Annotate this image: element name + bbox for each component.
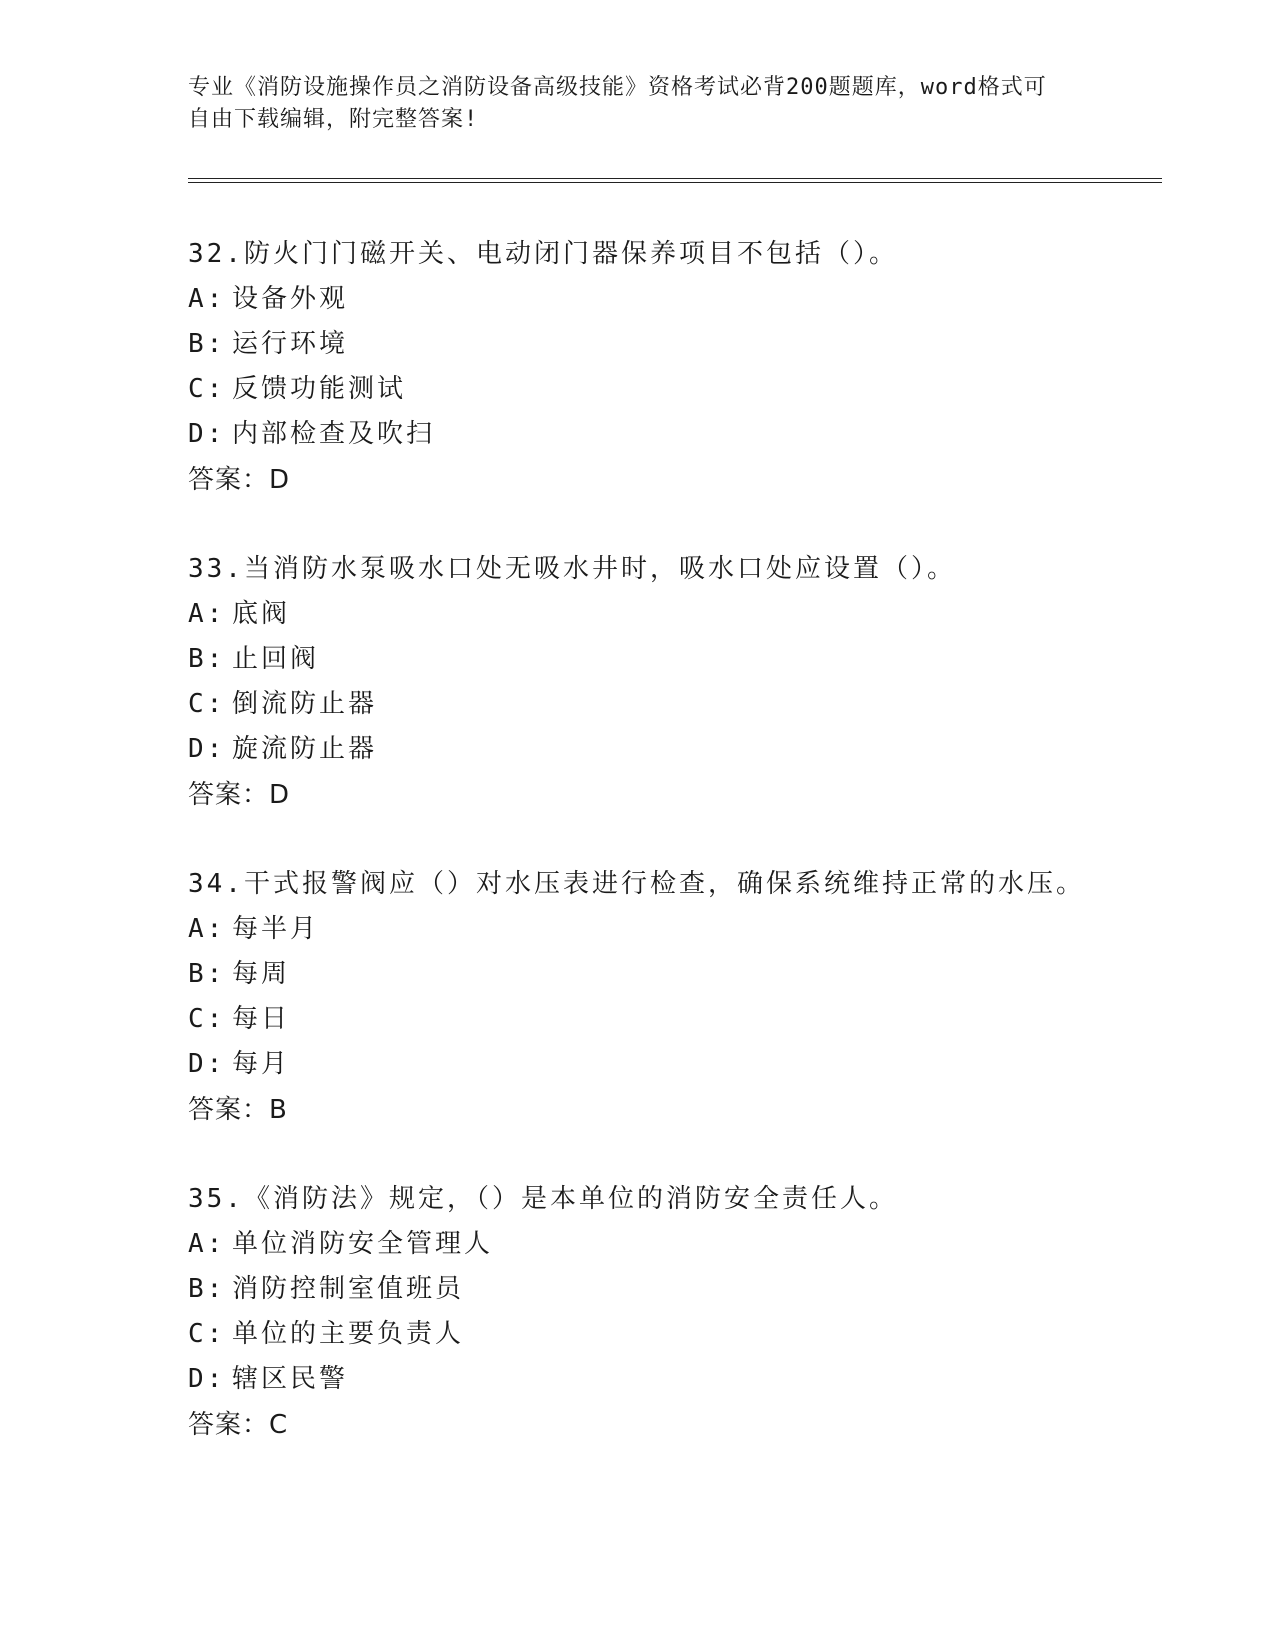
header-divider-top: [188, 178, 1162, 179]
option-text: 单位消防安全管理人: [232, 1229, 494, 1259]
option-c: [188, 367, 1188, 412]
option-text: 每月: [232, 1049, 291, 1079]
option-text: 设备外观: [232, 284, 349, 314]
option-key: D:: [188, 1049, 226, 1079]
question-stem: 33.当消防水泵吸水口处无吸水井时，吸水口处应设置（）。: [188, 554, 956, 584]
option-a: [188, 1222, 1188, 1267]
option-key: C:: [188, 374, 226, 404]
header-divider-bottom: [188, 182, 1162, 183]
question-stem: 35.《消防法》规定，（）是本单位的消防安全责任人。: [188, 1184, 898, 1214]
question-stem: 34.干式报警阀应（）对水压表进行检查，确保系统维持正常的水压。: [188, 869, 1085, 899]
option-text: 内部检查及吹扫: [232, 419, 436, 449]
option-d: [188, 1357, 1188, 1402]
option-key: C:: [188, 1004, 226, 1034]
option-text: 每半月: [232, 914, 320, 944]
option-key: A:: [188, 1229, 226, 1259]
option-b: [188, 1267, 1188, 1312]
answer-line: 答案：B: [188, 1095, 288, 1125]
document-header: 专业《消防设施操作员之消防设备高级技能》资格考试必背200题题库，word格式可自由下载编辑，附完整答案!: [188, 75, 1047, 132]
option-d: [188, 412, 1188, 457]
option-text: 反馈功能测试: [232, 374, 407, 404]
question-34: [188, 862, 1188, 1133]
answer-line: 答案：C: [188, 1410, 289, 1440]
question-35: [188, 1177, 1188, 1448]
option-key: B:: [188, 959, 226, 989]
answer-line: 答案：D: [188, 780, 291, 810]
option-c: [188, 1312, 1188, 1357]
option-a: [188, 277, 1188, 322]
option-text: 每日: [232, 1004, 291, 1034]
option-key: C:: [188, 1319, 226, 1349]
option-text: 止回阀: [232, 644, 320, 674]
option-b: [188, 637, 1188, 682]
option-text: 倒流防止器: [232, 689, 378, 719]
option-a: [188, 907, 1188, 952]
option-text: 每周: [232, 959, 291, 989]
option-text: 底阀: [232, 599, 291, 629]
option-key: D:: [188, 734, 226, 764]
question-stem: 32.防火门门磁开关、电动闭门器保养项目不包括（）。: [188, 239, 898, 269]
option-key: C:: [188, 689, 226, 719]
option-a: [188, 592, 1188, 637]
question-33: [188, 547, 1188, 818]
option-d: [188, 1042, 1188, 1087]
option-b: [188, 952, 1188, 997]
option-text: 单位的主要负责人: [232, 1319, 465, 1349]
option-d: [188, 727, 1188, 772]
option-key: B:: [188, 1274, 226, 1304]
option-key: A:: [188, 599, 226, 629]
option-b: [188, 322, 1188, 367]
option-key: D:: [188, 1364, 226, 1394]
option-text: 旋流防止器: [232, 734, 378, 764]
option-text: 辖区民警: [232, 1364, 349, 1394]
option-key: B:: [188, 644, 226, 674]
option-text: 运行环境: [232, 329, 349, 359]
option-c: [188, 682, 1188, 727]
option-key: D:: [188, 419, 226, 449]
answer-line: 答案：D: [188, 465, 291, 495]
option-key: A:: [188, 284, 226, 314]
question-32: [188, 232, 1188, 503]
option-key: A:: [188, 914, 226, 944]
option-text: 消防控制室值班员: [232, 1274, 465, 1304]
option-c: [188, 997, 1188, 1042]
option-key: B:: [188, 329, 226, 359]
